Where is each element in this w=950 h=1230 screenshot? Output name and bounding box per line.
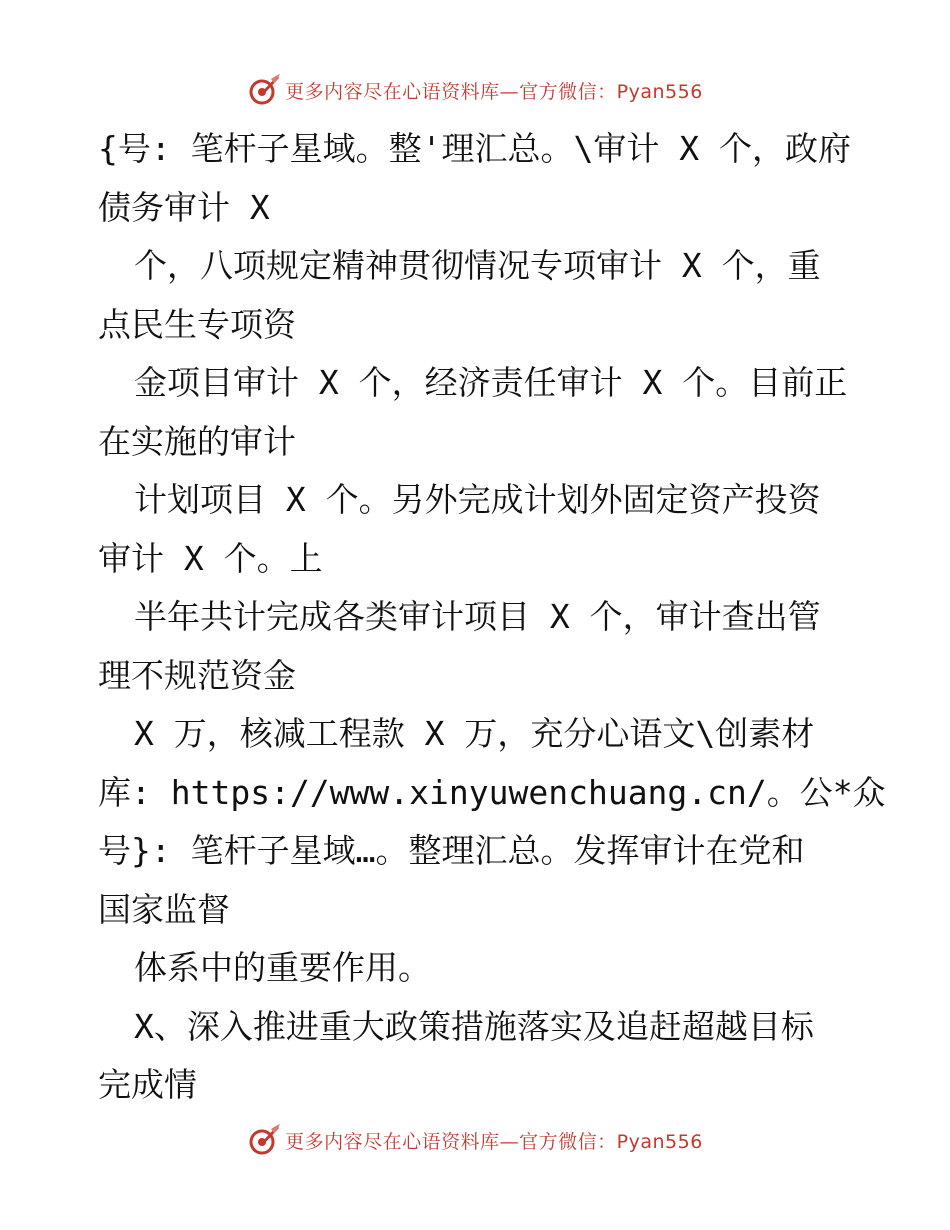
text-line: X 万，核减工程款 X 万，充分心语文\创素材 [134, 714, 815, 753]
footer-watermark-banner [0, 1120, 950, 1160]
text-line: 理不规范资金 [98, 655, 296, 695]
text-line: 体系中的重要作用。 [134, 948, 431, 987]
text-line: 号}: 笔杆子星域…。整理汇总。发挥审计在党和 [98, 831, 805, 870]
text-line: {号: 笔杆子星域。整'理汇总。\审计 X 个，政府 [98, 129, 851, 168]
text-line: 金项目审计 X 个，经济责任审计 X 个。目前正 [134, 363, 848, 402]
footer-watermark-text: 更多内容尽在心语资料库—官方微信：Pyan556 [285, 1130, 703, 1153]
text-line: 半年共计完成各类审计项目 X 个，审计查出管 [134, 597, 821, 636]
text-line: 审计 X 个。上 [98, 538, 323, 578]
text-line: 在实施的审计 [98, 421, 296, 461]
red-quill-logo-icon [247, 1123, 281, 1157]
text-line: 国家监督 [98, 889, 230, 929]
header-watermark-banner [0, 70, 950, 110]
text-line: 债务审计 X [98, 187, 270, 227]
red-quill-logo-icon [247, 73, 281, 107]
text-line: X、深入推进重大政策措施落实及追赶超越目标 [134, 1006, 814, 1046]
document-body [98, 120, 886, 1115]
header-watermark-text: 更多内容尽在心语资料库—官方微信：Pyan556 [285, 80, 703, 103]
text-line: 个，八项规定精神贯彻情况专项审计 X 个，重 [134, 246, 821, 285]
text-line: 计划项目 X 个。另外完成计划外固定资产投资 [134, 480, 821, 519]
text-line: 完成情 [98, 1065, 197, 1104]
text-line: 库: https://www.xinyuwenchuang.cn/。公*众 [98, 772, 886, 812]
text-line: 点民生专项资 [98, 304, 296, 344]
